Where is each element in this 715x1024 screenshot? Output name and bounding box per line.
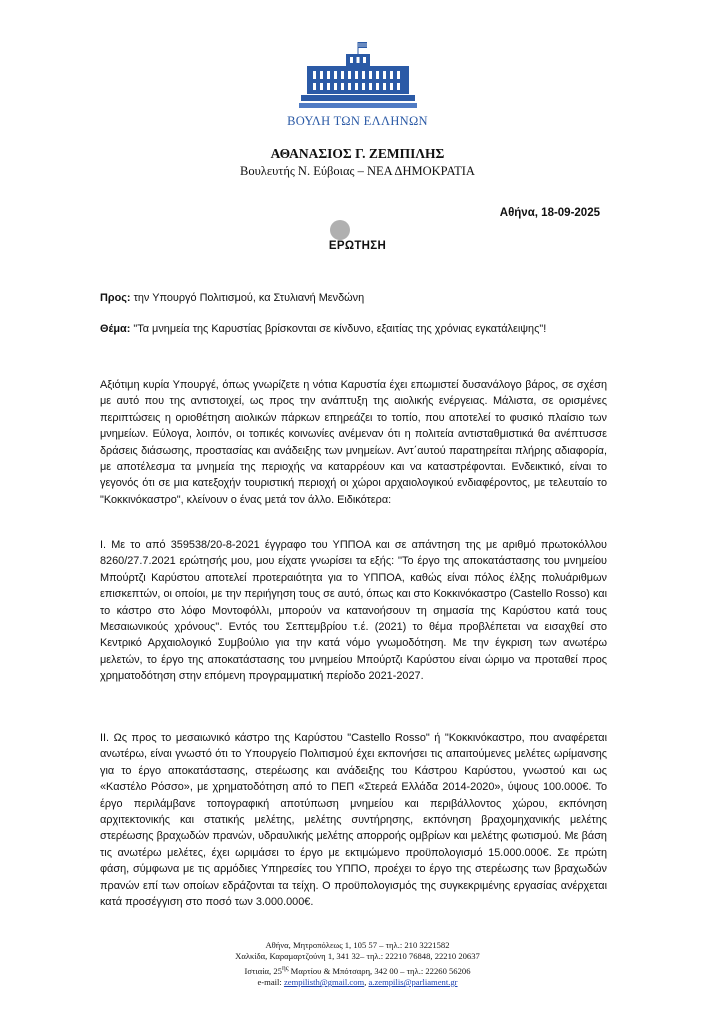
document-type-title: ΕΡΩΤΗΣΗ <box>328 240 387 252</box>
footer-athens-address: Αθήνα, Μητροπόλεως 1, 105 57 – τηλ.: 210 3221582 <box>265 940 450 950</box>
body-paragraph-section-2 <box>100 730 607 910</box>
subject-line <box>100 321 607 337</box>
body-paragraph-intro <box>100 377 607 508</box>
body-paragraph-section-1 <box>100 537 607 685</box>
email-link-parliament[interactable]: a.zempilis@parliament.gr <box>368 977 458 988</box>
footer-email-line: e-mail: zempilisth@gmail.com, a.zempilis@parliament.gr <box>257 977 458 988</box>
mp-role: Βουλευτής Ν. Εύβοιας – ΝΕΑ ΔΗΜΟΚΡΑΤΙΑ <box>240 164 475 178</box>
footer-istiaia-address: Ιστιαία, $25^{\eta\varsigma}$ Μαρτίου & Μπότσαρη, 342 00 – τηλ.: 22260 56206 <box>244 963 471 976</box>
footer-contact <box>0 940 715 988</box>
document-date: Αθήνα, 18-09-2025 <box>499 207 600 219</box>
parliament-name: ΒΟΥΛΗ ΤΩΝ ΕΛΛΗΝΩΝ <box>287 114 428 128</box>
footer-chalkida-address: Χαλκίδα, Καραμαρτζούνη 1, 341 32– τηλ.: 22210 76848, 22210 20637 <box>235 951 480 962</box>
letterhead <box>0 40 715 129</box>
email-link-gmail[interactable]: zempilisth@gmail.com <box>283 977 365 988</box>
mp-name: ΑΘΑΝΑΣΙΟΣ Γ. ΖΕΜΠΙΛΗΣ <box>270 146 445 161</box>
parliament-building-icon <box>299 40 417 112</box>
paragraph-text: ΙΙ. Ως προς το μεσαιωνικό κάστρο της Καρύστου "Castello Rosso" ή "Κοκκινόκαστρο, που αναφέρεται ανωτέρω, είναι γνωστό ότι το Υπουργείο Πολιτισμού έχει εκπονήσει τις απαιτούμενες μελέτες ωρίμανσης για το έργο αποκατάστασης, στερέωσης και ανάδειξης του Κάστρου Καρύστου, γνωστού και ως «Καστέλο Ρόσσο», με χρηματοδότηση από το ΠΕΠ «Στερεά Ελλάδα 2014-2020», ύψους 100.000€. Το έργο περιλάμβανε τοπογραφική αποτύπωση μνημείου και περιβάλλοντος χώρου, εκπόνηση αρχιτεκτονικής και στατικής μελέτης, μελέτης συντήρησης, εκπόνηση βραχομηχανικής μελέτης στερέωσης βραχωδών πρανών, υδραυλικής μελέτης απορροής ομβρίων και μελέτης φωτισμού. Με βάση τις ανωτέρω μελέτες, έχει ωριμάσει το έργο με εκτιμώμενο προϋπολογισμό 15.000.000€. Σε πρώτη φάση, σύμφωνα με τις αρμόδιες Υπηρεσίες του ΥΠΠΟ, προέχει το έργο της στερέωσης των βραχωδών πρανών επί των οποίων εδράζονται τα τείχη. Ο προϋπολογισμός της συγκεκριμένης εργασίας ανέρχεται κατά προσέγγιση στο ποσό των 3.000.000€. <box>100 732 607 909</box>
subject-label: Θέμα: <box>100 323 131 335</box>
recipient-text: την Υπουργό Πολιτισμού, κα Στυλιανή Μενδώνη <box>130 292 365 304</box>
paragraph-text: Ι. Με το από 359538/20-8-2021 έγγραφο του ΥΠΠΟΑ και σε απάντηση της με αριθμό πρωτοκόλλου 8260/27.7.2021 ερώτησής μου, μου είχατε γνωρίσει τα εξής: ''Το έργο της αποκατάστασης του μνημείου Μπούρτζι Καρύστου αποτελεί προτεραιότητα για το ΥΠΠΟΑ, καθώς είναι πόλος έλξης πολυάριθμων επισκεπτών, οι οποίοι, με την περιήγηση τους σε αυτό, όπως και στο Κοκκινόκαστρο (Castello Rosso) και το κάστρο στο λόφο Μοντοφόλλι, μπορούν να κατανοήσουν τη σημασία της Καρύστου κατά τους Μεσαιωνικούς χρόνους''. Εντός του Σεπτεμβρίου τ.έ. (2021) το θέμα προβλέπεται να εισαχθεί στο Κεντρικό Αρχαιολογικό Συμβούλιο για την κατά νόμο γνωμοδότηση. Με την έγκριση των ανωτέρω μελετών, το έργο της αποκατάστασης του μνημείου Μπούρτζι Καρύστου είναι ώριμο να προταθεί προς χρηματοδότηση στην επόμενη προγραμματική περίοδο 2021-2027. <box>100 539 607 683</box>
paragraph-text: Αξιότιμη κυρία Υπουργέ, όπως γνωρίζετε η νότια Καρυστία έχει επωμιστεί δυσανάλογο βάρος, σε σχέση με αυτό που της αντιστοιχεί, ως προς την ανάπτυξη της αιολικής ενέργειας. Μάλιστα, σε ορισμένες περιπτώσεις η οριοθέτηση αιολικών πάρκων επηρεάζει το τοπίο, που αποτελεί το φυσικό πλαίσιο των μνημείων. Εύλογα, λοιπόν, οι τοπικές κοινωνίες ανέμεναν ότι η πολιτεία αντισταθμιστικά θα ανέπτυσσε δράσεις διάσωσης, προστασίας και ανάδειξης των μνημείων. Αντ΄αυτού παρατηρείται πλήρης αδιαφορία, με αποτέλεσμα τα μνημεία της περιοχής να καταρρέουν και να καταστρέφονται. Ενδεικτικό, είναι το γεγονός ότι σε μια κατεξοχήν τουριστική περιοχή οι χώροι αρχαιολογικού ενδιαφέροντος, με τελευταίο το "Κοκκινόκαστρο", κλείνουν ο ένας μετά τον άλλο. Ειδικότερα: <box>100 379 607 506</box>
recipient-label: Προς: <box>100 292 131 304</box>
subject-text: "Τα μνημεία της Καρυστίας βρίσκονται σε κίνδυνο, εξαιτίας της χρόνιας εγκατάλειψης"! <box>130 323 547 335</box>
pointer-cursor-icon <box>330 220 350 240</box>
recipient-line <box>100 290 607 306</box>
